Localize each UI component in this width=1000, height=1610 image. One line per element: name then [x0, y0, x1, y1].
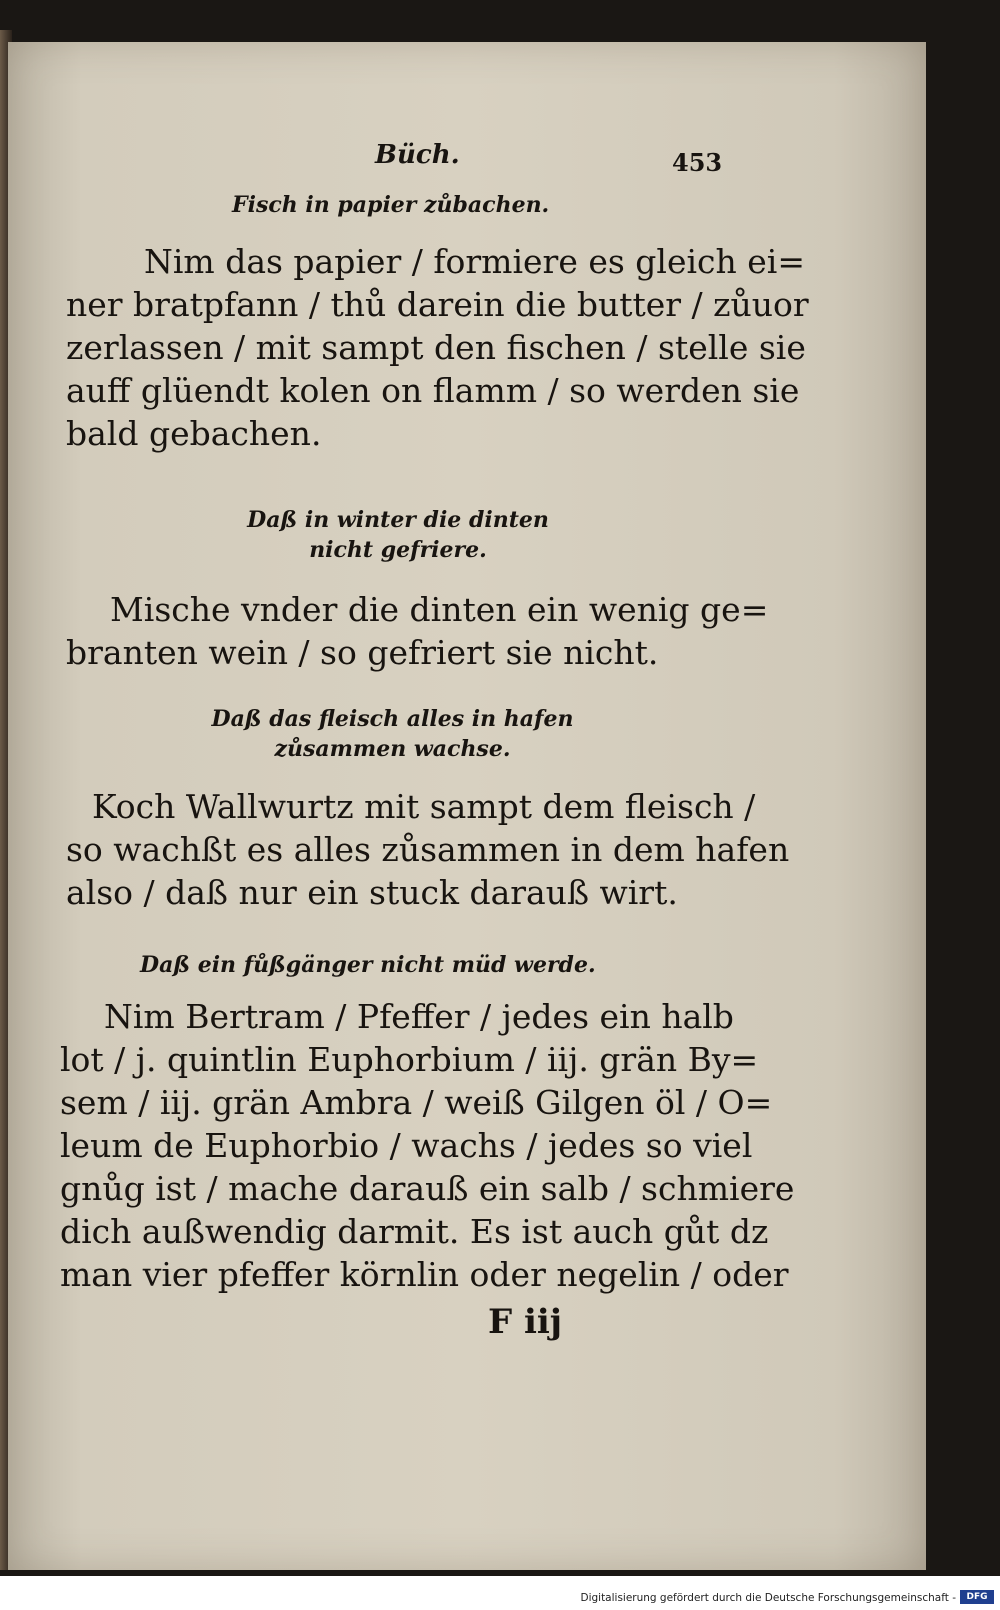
recipe-text-2: [66, 588, 768, 674]
text-line: zerlassen / mit sampt den fischen / stelle sie: [66, 328, 806, 367]
heading-line: zůsammen wachse.: [274, 736, 511, 762]
text-line: Nim das papier / formiere es gleich ei=: [144, 242, 806, 281]
text-line: bald gebachen.: [66, 414, 322, 453]
heading-line: Daß das fleisch alles in hafen: [211, 706, 574, 732]
text-line: man vier pfeffer körnlin oder negelin / oder: [60, 1255, 789, 1294]
text-line: branten wein / so gefriert sie nicht.: [66, 633, 659, 672]
text-line: Nim Bertram / Pfeffer / jedes ein halb: [104, 997, 734, 1036]
heading-line: nicht gefriere.: [309, 537, 487, 563]
heading-line: Daß ein fůßgänger nicht müd werde.: [140, 952, 596, 978]
text-line: auff glüendt kolen on flamm / so werden sie: [66, 371, 800, 410]
folio-number: 453: [672, 148, 723, 177]
digitization-credit: Digitalisierung gefördert durch die Deutsche Forschungsgemeinschaft -: [580, 1592, 956, 1604]
text-line: Koch Wallwurtz mit sampt dem fleisch /: [92, 787, 756, 826]
text-line: leum de Euphorbio / wachs / jedes so viel: [60, 1126, 753, 1165]
recipe-heading-1: [232, 190, 549, 220]
recipe-heading-2: [228, 505, 568, 565]
recipe-text-1: [66, 240, 809, 455]
dfg-logo: DFG: [960, 1590, 994, 1604]
catchword: F iij: [488, 1302, 563, 1342]
text-line: lot / j. quintlin Euphorbium / iij. grän By=: [60, 1040, 759, 1079]
heading-line: Daß in winter die dinten: [247, 507, 549, 533]
text-line: Mische vnder die dinten ein wenig ge=: [110, 590, 769, 629]
text-line: also / daß nur ein stuck darauß wirt.: [66, 873, 678, 912]
recipe-text-3: [66, 785, 789, 914]
text-line: dich außwendig darmit. Es ist auch gůt dz: [60, 1212, 769, 1251]
recipe-heading-4: [140, 950, 596, 980]
heading-line: Fisch in papier zůbachen.: [232, 192, 550, 218]
recipe-text-4: [60, 995, 794, 1296]
text-line: sem / iij. grän Ambra / weiß Gilgen öl / O=: [60, 1083, 773, 1122]
text-line: so wachßt es alles zůsammen in dem hafen: [66, 830, 790, 869]
recipe-heading-3: [205, 704, 580, 764]
running-header: Büch.: [375, 140, 460, 170]
text-line: ner bratpfann / thů darein die butter / zůuor: [66, 285, 809, 324]
text-line: gnůg ist / mache darauß ein salb / schmiere: [60, 1169, 795, 1208]
